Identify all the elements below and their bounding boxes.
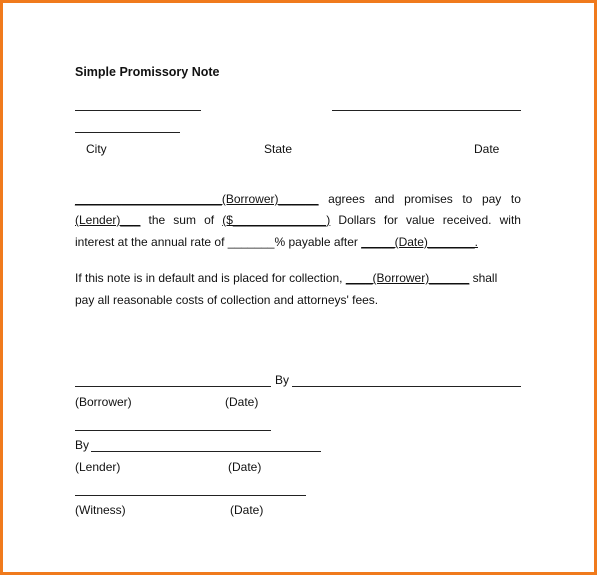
city-label: City: [86, 142, 107, 156]
lender-label: (Lender): [75, 460, 121, 474]
para1-word: pay: [481, 192, 502, 206]
borrower-label: (Borrower): [75, 395, 132, 409]
para1-word: agrees: [328, 192, 365, 206]
para1-line3: [75, 235, 478, 249]
para1-line1: [75, 192, 521, 206]
para2-line2: pay all reasonable costs of collection and attorneys' fees.: [75, 293, 379, 307]
para2-text-end: shall: [469, 271, 498, 285]
para1-word: and: [374, 192, 395, 206]
witness-label: (Witness): [75, 503, 126, 517]
witness-signature-line: [75, 495, 306, 496]
by-signature-line: [292, 386, 521, 387]
para1-word: for: [383, 213, 398, 227]
rate-blank: _______% payable after: [227, 235, 362, 249]
city-blank-line: [75, 110, 201, 111]
para1-word: the: [148, 213, 166, 227]
borrower-date-label: (Date): [225, 395, 259, 409]
para1-word: with: [499, 213, 521, 227]
by-label: By: [275, 373, 290, 387]
para1-word: of: [204, 213, 215, 227]
borrower-blank: ______________________(Borrower)______: [75, 192, 319, 206]
para1-word: Dollars: [338, 213, 376, 227]
state-blank-line: [75, 132, 180, 133]
para1-word: value: [406, 213, 435, 227]
para1-line2: [75, 213, 521, 227]
lender-signature-line: [91, 451, 321, 452]
borrower-blank: ____(Borrower)______: [345, 271, 470, 285]
borrower-date-line: [75, 430, 271, 431]
lender-blank: (Lender)___: [75, 213, 141, 227]
state-label: State: [264, 142, 293, 156]
due-date-blank: _____(Date)_______.: [361, 235, 478, 249]
para1-word: to: [510, 192, 521, 206]
by-label: By: [75, 438, 90, 452]
para2-text: If this note is in default and is placed for collection,: [75, 271, 346, 285]
para1-word: received.: [442, 213, 492, 227]
date-blank-line: [332, 110, 521, 111]
para2-line1: [75, 271, 497, 285]
borrower-signature-line: [75, 386, 271, 387]
para1-word: to: [462, 192, 473, 206]
para1-text: interest at the annual rate of: [75, 235, 228, 249]
lender-date-label: (Date): [228, 460, 262, 474]
date-label: Date: [474, 142, 500, 156]
para1-word: sum: [173, 213, 196, 227]
witness-date-label: (Date): [230, 503, 264, 517]
document-title: Simple Promissory Note: [75, 65, 220, 79]
amount-blank: ($______________): [222, 213, 331, 227]
para1-word: promises: [404, 192, 453, 206]
